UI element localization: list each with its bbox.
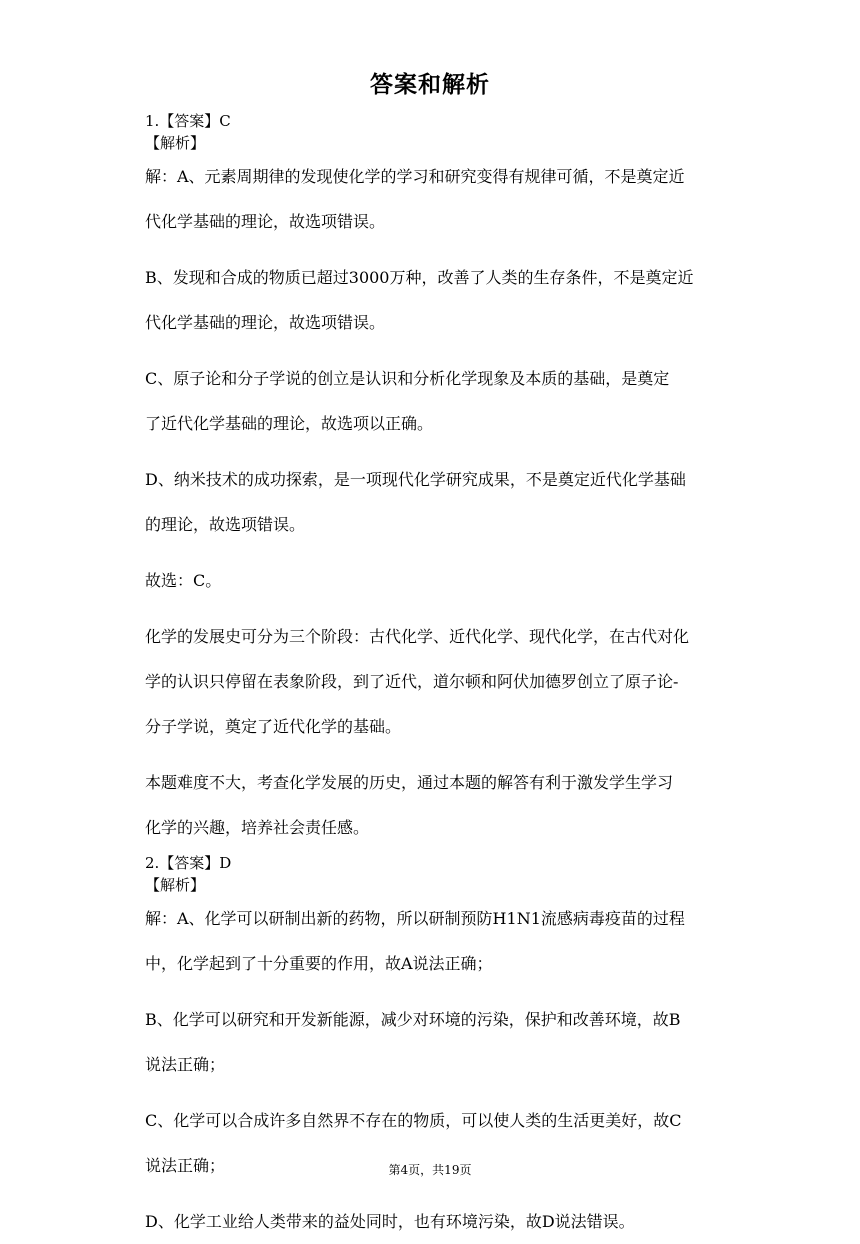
analysis-paragraph — [145, 760, 720, 850]
analysis-paragraph — [145, 614, 720, 749]
paragraph-line: 说法正确； — [145, 1156, 226, 1175]
paragraph-line: B、发现和合成的物质已超过3000万种，改善了人类的生存条件，不是奠定近 — [145, 268, 694, 287]
paragraph-line: 的理论，故选项错误。 — [145, 515, 306, 534]
paragraph-line: 化学的兴趣，培养社会责任感。 — [145, 818, 370, 837]
paragraph-line: 故选：C。 — [145, 571, 222, 590]
answers-content — [145, 110, 720, 1244]
paragraph-line: 本题难度不大，考查化学发展的历史，通过本题的解答有利于激发学生学习 — [145, 773, 674, 792]
paragraph-line: 了近代化学基础的理论，故选项以正确。 — [145, 414, 434, 433]
paragraph-line: D、纳米技术的成功探索，是一项现代化学研究成果，不是奠定近代化学基础 — [145, 470, 686, 489]
paragraph-line: 代化学基础的理论，故选项错误。 — [145, 212, 386, 231]
paragraph-line: 分子学说，奠定了近代化学的基础。 — [145, 717, 402, 736]
q1-answer-label: 1.【答案】C — [145, 112, 231, 130]
analysis-paragraph — [145, 997, 720, 1087]
paragraph-line: 代化学基础的理论，故选项错误。 — [145, 313, 386, 332]
analysis-paragraph — [145, 558, 720, 603]
analysis-paragraph — [145, 356, 720, 446]
q1-analysis-body — [145, 154, 720, 850]
analysis-paragraph — [145, 255, 720, 345]
analysis-paragraph — [145, 896, 720, 986]
analysis-paragraph — [145, 154, 720, 244]
page-footer: 第4页，共19页 — [388, 1163, 472, 1177]
q2-analysis-label: 【解析】 — [145, 876, 206, 894]
paragraph-line: 说法正确； — [145, 1055, 226, 1074]
q1-analysis-label: 【解析】 — [145, 134, 206, 152]
page-title: 答案和解析 — [370, 72, 490, 98]
q2-analysis-body — [145, 896, 720, 1244]
paragraph-line: C、化学可以合成许多自然界不存在的物质，可以使人类的生活更美好，故C — [145, 1111, 682, 1130]
paragraph-line: 解：A、化学可以研制出新的药物，所以研制预防H1N1流感病毒疫苗的过程 — [145, 909, 685, 928]
paragraph-line: C、原子论和分子学说的创立是认识和分析化学现象及本质的基础，是奠定 — [145, 369, 670, 388]
paragraph-line: D、化学工业给人类带来的益处同时，也有环境污染，故D说法错误。 — [145, 1212, 635, 1231]
paragraph-line: B、化学可以研究和开发新能源，减少对环境的污染，保护和改善环境，故B — [145, 1010, 681, 1029]
paragraph-line: 解：A、元素周期律的发现使化学的学习和研究变得有规律可循，不是奠定近 — [145, 167, 685, 186]
analysis-paragraph — [145, 457, 720, 547]
paragraph-line: 化学的发展史可分为三个阶段：古代化学、近代化学、现代化学，在古代对化 — [145, 627, 690, 646]
paragraph-line: 学的认识只停留在表象阶段，到了近代，道尔顿和阿伏加德罗创立了原子论- — [145, 672, 679, 691]
paragraph-line: 中，化学起到了十分重要的作用，故A说法正确； — [145, 954, 493, 973]
q2-answer-label: 2.【答案】D — [145, 854, 232, 872]
analysis-paragraph — [145, 1199, 720, 1244]
